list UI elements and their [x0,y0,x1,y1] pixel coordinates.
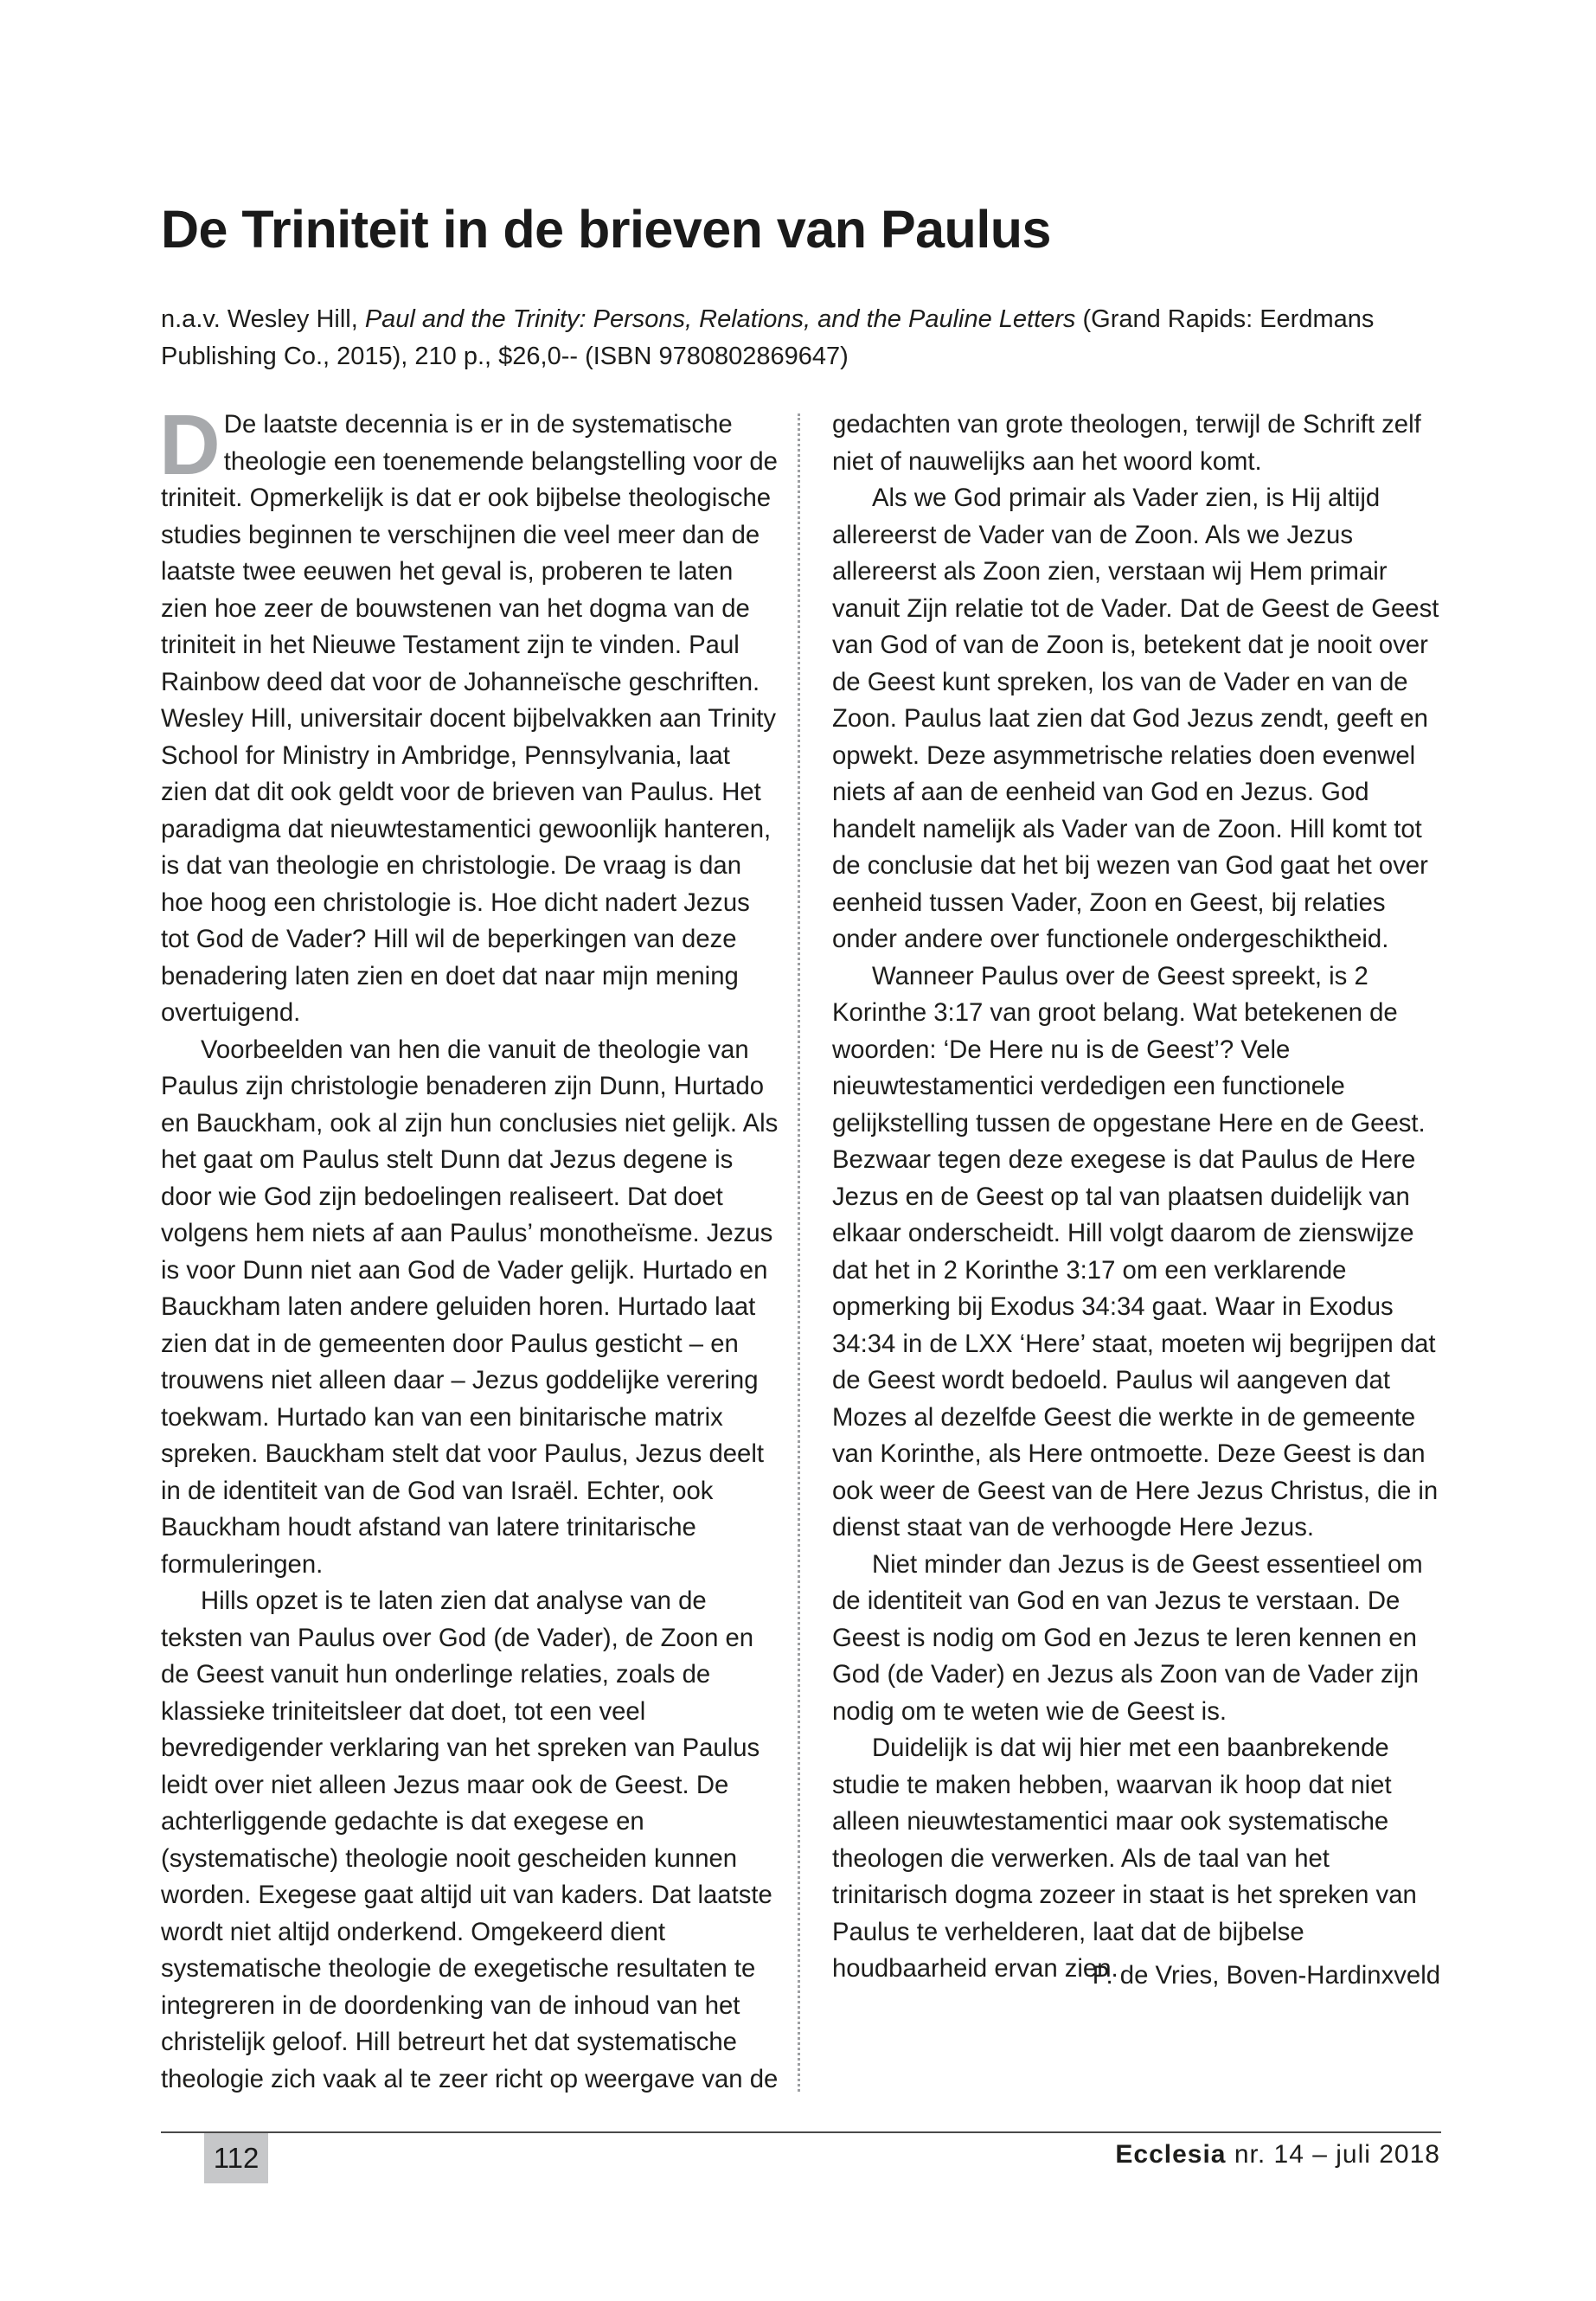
paragraph-7: Niet minder dan Jezus is de Geest essentieel om de identiteit van God en van Jezus te verstaan. De Geest is nodig om God en Jezus te leren kennen en God (de Vader) en Jezus als Zoon van de Vader zijn nodig om te weten wie de Geest is. [832,1549,1423,1726]
paragraph-3: Hills opzet is te laten zien dat analyse van de teksten van Paulus over God (de Vader), de Zoon en de Geest vanuit hun onderlinge relaties, zoals de klassieke triniteitsleer dat doet, tot een veel bevredigender verklaring van het spreken van Paulus leidt over niet alleen Jezus maar ook de Geest. De achterliggende gedachte is dat exegese en (systematische) theologie nooit gescheiden kunnen worden. Exegese gaat altijd uit van kaders. Dat laatste wordt niet altijd onderkend. Omgekeerd dient systematische theologie de exegetische resultaten te integreren in de doordenking van de inhoud van het christelijk geloof. Hill betreurt het dat systematische theologie zich vaak al te zeer richt op weergave van de [161,1586,779,2093]
journal-name: Ecclesia [1115,2140,1227,2169]
footer-rule [161,2131,1441,2133]
book-reference-details: (Grand Rapids: Eerdmans Publishing Co., 2015), 210 p., $26,0-- (ISBN 9780802869647) [161,305,1375,370]
page-number: 112 [204,2133,268,2183]
journal-footer [1115,2140,1440,2170]
book-reference [161,301,1441,375]
left-column [159,397,779,2098]
journal-issue: nr. 14 – juli 2018 [1226,2140,1440,2169]
paragraph-2: Voorbeelden van hen die vanuit de theologie van Paulus zijn christologie benaderen zijn Dunn, Hurtado en Bauckham, ook al zijn hun conclusies niet gelijk. Als het gaat om Paulus stelt Dunn dat Jezus degene is door wie God zijn bedoelingen realiseert. Dat doet volgens hem niets af aan Paulus’ monotheïsme. Jezus is voor Dunn niet aan God de Vader gelijk. Hurtado en Bauckham laten andere geluiden horen. Hurtado laat zien dat in de gemeenten door Paulus gesticht – en trouwens niet alleen daar – Jezus goddelijke verering toekwam. Hurtado kan van een binitarische matrix spreken. Bauckham stelt dat voor Paulus, Jezus deelt in de identiteit van de God van Israël. Echter, ook Bauckham houdt afstand van latere trinitarische formuleringen. [161,1035,779,1579]
right-column [832,407,1451,1988]
column-divider [798,413,800,2092]
paragraph-1: De laatste decennia is er in de systematische theologie een toenemende belangstelling voor de triniteit. Opmerkelijk is dat er ook bijbelse theologische studies beginnen te verschijnen die veel meer dan de laatste twee eeuwen het geval is, proberen te laten zien hoe zeer de bouwstenen van het dogma van de triniteit in het Nieuwe Testament zijn te vinden. Paul Rainbow deed dat voor de Johanneïsche geschriften. Wesley Hill, universitair docent bijbelvakken aan Trinity School for Ministry in Ambridge, Pennsylvania, laat zien dat dit ook geldt voor de brieven van Paulus. Het paradigma dat nieuwtestamentici gewoonlijk hanteren, is dat van theologie en christologie. De vraag is dan hoe hoog een christologie is. Hoe dicht nadert Jezus tot God de Vader? Hill wil de beperkingen van deze benadering laten zien en doet dat naar mijn mening overtuigend. [161,410,778,1027]
paragraph-5: Als we God primair als Vader zien, is Hij altijd allereerst de Vader van de Zoon. Als we Jezus allereerst als Zoon zien, verstaan wij Hem primair vanuit Zijn relatie tot de Vader. Dat de Geest de Geest van God of van de Zoon is, betekent dat je nooit over de Geest kunt spreken, los van de Vader en van de Zoon. Paulus laat zien dat God Jezus zendt, geeft en opwekt. Deze asymmetrische relaties doen evenwel niets af aan de eenheid van God en Jezus. God handelt namelijk als Vader van de Zoon. Hill komt tot de conclusie dat het bij wezen van God gaat het over eenheid tussen Vader, Zoon en Geest, bij relaties onder andere over functionele ondergeschiktheid. [832,484,1439,953]
author-signature: P. de Vries, Boven-Hardinxveld [1092,1961,1440,1990]
book-title: Paul and the Trinity: Persons, Relations, and the Pauline Letters [364,305,1076,333]
paragraph-6: Wanneer Paulus over de Geest spreekt, is 2 Korinthe 3:17 van groot belang. Wat betekenen de woorden: ‘De Here nu is de Geest’? Vele nieuwtestamentici verdedigen een functionele gelijkstelling tussen de opgestane Here en de Geest. Bezwaar tegen deze exegese is dat Paulus de Here Jezus en de Geest op tal van plaatsen duidelijk van elkaar onderscheidt. Hill volgt daarom de zienswijze dat het in 2 Korinthe 3:17 om een verklarende opmerking bij Exodus 34:34 gaat. Waar in Exodus 34:34 in de LXX ‘Here’ staat, moeten wij begrijpen dat de Geest wordt bedoeld. Paulus wil aangeven dat Mozes al dezelfde Geest die werkte in de gemeente van Korinthe, als Here ontmoette. Deze Geest is dan ook weer de Geest van de Here Jezus Christus, die in dienst staat van de verhoogde Here Jezus. [832,961,1439,1541]
book-reference-prefix: n.a.v. Wesley Hill, [161,305,365,333]
drop-cap: D [159,397,221,492]
paragraph-8: Duidelijk is dat wij hier met een baanbrekende studie te maken hebben, waarvan ik hoop dat niet alleen nieuwtestamentici maar ook systematische theologen die verwerken. Als de taal van het trinitarisch dogma zozeer in staat is het spreken van Paulus te verhelderen, laat dat de bijbelse houdbaarheid ervan zien. [832,1734,1417,1983]
paragraph-4: gedachten van grote theologen, terwijl de Schrift zelf niet of nauwelijks aan het woord komt. [832,410,1421,476]
article-title: De Triniteit in de brieven van Paulus [161,200,1051,259]
